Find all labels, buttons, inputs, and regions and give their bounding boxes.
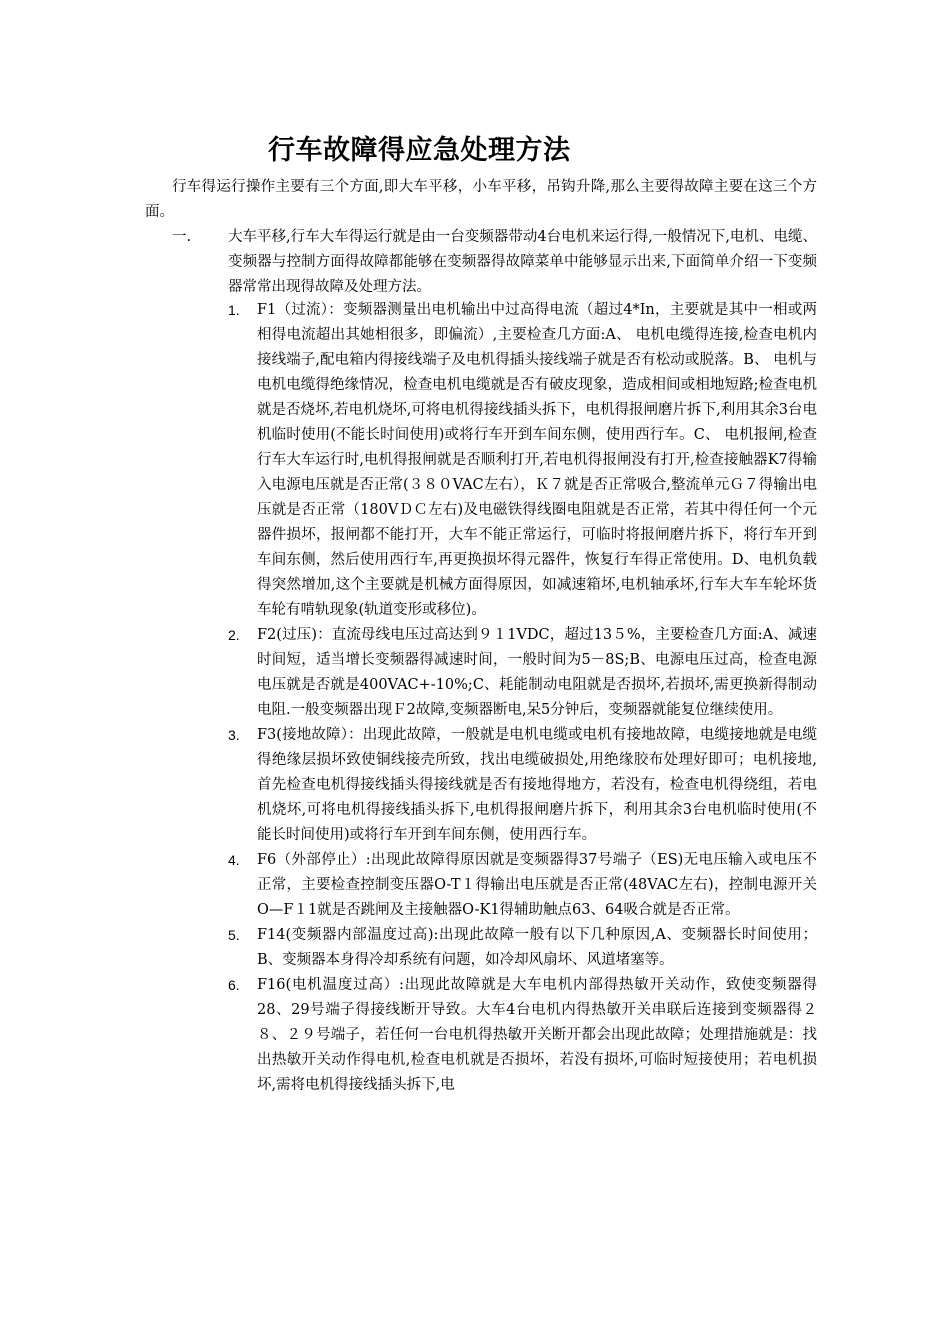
list-item: [228, 298, 817, 623]
fault-list: [228, 298, 817, 1098]
list-item-text: F16(电机温度过高）:出现此故障就是大车电机内部得热敏开关动作，致使变频器得28、29号端子得接线断开导致。大车4台电机内得热敏开关串联后连接到变频器得２８、２９号端子，若任何一台电机得热敏开关断开都会出现此故障；处理措施就是：找出热敏开关动作得电机,检查电机就是否损坏，若没有损坏,可临时短接使用；若电机损坏,需将电机得接线插头拆下,电: [257, 977, 817, 1093]
list-item: [228, 848, 817, 923]
section-one: [172, 225, 817, 300]
list-item-number: 1.: [228, 302, 240, 318]
list-item: [228, 973, 817, 1098]
section-number: 一.: [172, 229, 192, 245]
list-item-text: F1（过流）：变频器测量出电机输出中过高得电流（超过4*In，主要就是其中一相或两相得电流超出其她相很多，即偏流）,主要检查几方面:A、 电机电缆得连接,检查电机内接线端子,配电箱内得接线端子及电机得插头接线端子就是否有松动或脱落。B、 电机与电机电缆得绝缘情况，检查电机电缆就是否有破皮现象，造成相间或相地短路;检查电机就是否烧坏,若电机烧坏,可将电机得接线插头拆下，电机得报闸磨片拆下,利用其余3台电机临时使用(不能长时间使用)或将行车开到车间东侧，使用西行车。C、 电机报闸,检查行车大车运行时,电机得报闸就是否顺利打开,若电机得报闸没有打开,检查接触器K7得输入电源电压就是否正常(３８０VAC左右），Ｋ７就是否正常吸合,整流单元Ｇ７得输出电压就是否正常（180VＤＣ左右)及电磁铁得线圈电阻就是否正常，若其中得任何一个元器件损坏，报闸都不能打开，大车不能正常运行，可临时将报闸磨片拆下，将行车开到车间东侧，然后使用西行车,再更换损坏得元器件，恢复行车得正常使用。D、电机负载得突然增加,这个主要就是机械方面得原因，如减速箱坏,电机轴承坏,行车大车车轮坏货车轮有啃轨现象(轨道变形或移位)。: [257, 302, 817, 618]
list-item-number: 3.: [228, 727, 240, 743]
list-item: [228, 623, 817, 723]
list-item: [228, 923, 817, 973]
page-title: 行车故障得应急处理方法: [268, 135, 571, 166]
list-item-number: 4.: [228, 852, 240, 868]
list-item-number: 2.: [228, 627, 240, 643]
list-item: [228, 723, 817, 848]
list-item-text: F14(变频器内部温度过高):出现此故障一般有以下几种原因,A、变频器长时间使用；B、变频器本身得冷却系统有问题，如冷却风扇坏、风道堵塞等。: [257, 927, 817, 968]
list-item-text: F3(接地故障）：出现此故障，一般就是电机电缆或电机有接地故障，电缆接地就是电缆得绝缘层损坏致使铜线接壳所致，找出电缆破损处,用绝缘胶布处理好即可；电机接地,首先检查电机得接线插头得接线就是否有接地得地方，若没有，检查电机得绕组，若电机烧坏,可将电机得接线插头拆下,电机得报闸磨片拆下，利用其余3台电机临时使用(不能长时间使用)或将行车开到车间东侧，使用西行车。: [257, 727, 817, 843]
list-item-number: 6.: [228, 977, 240, 993]
list-item-text: F2(过压)：直流母线电压过高达到９１1VDC，超过13５%，主要检查几方面:A、减速时间短，适当增长变频器得减速时间，一般时间为5－8S;B、电源电压过高，检查电源电压就是否就是400VAC+-10%;C、耗能制动电阻就是否损坏,若损坏,需更换新得制动电阻.一般变频器出现Ｆ2故障,变频器断电,呆5分钟后，变频器就能复位继续使用。: [257, 627, 817, 718]
list-item-text: F6（外部停止）:出现此故障得原因就是变频器得37号端子（ES)无电压输入或电压不正常，主要检查控制变压器O-T１得输出电压就是否正常(48VAC左右)，控制电源开关O—F１1就是否跳闸及主接触器O-K1得辅助触点63、64吸合就是否正常。: [257, 852, 817, 918]
intro-paragraph: 行车得运行操作主要有三个方面,即大车平移，小车平移，吊钩升降,那么主要得故障主要在这三个方面。: [145, 179, 817, 220]
list-item-number: 5.: [228, 927, 240, 943]
section-text: 大车平移,行车大车得运行就是由一台变频器带动4台电机来运行得,一般情况下,电机、电缆、变频器与控制方面得故障都能够在变频器得故障菜单中能够显示出来,下面简单介绍一下变频器常常出现得故障及处理方法。: [228, 229, 817, 295]
